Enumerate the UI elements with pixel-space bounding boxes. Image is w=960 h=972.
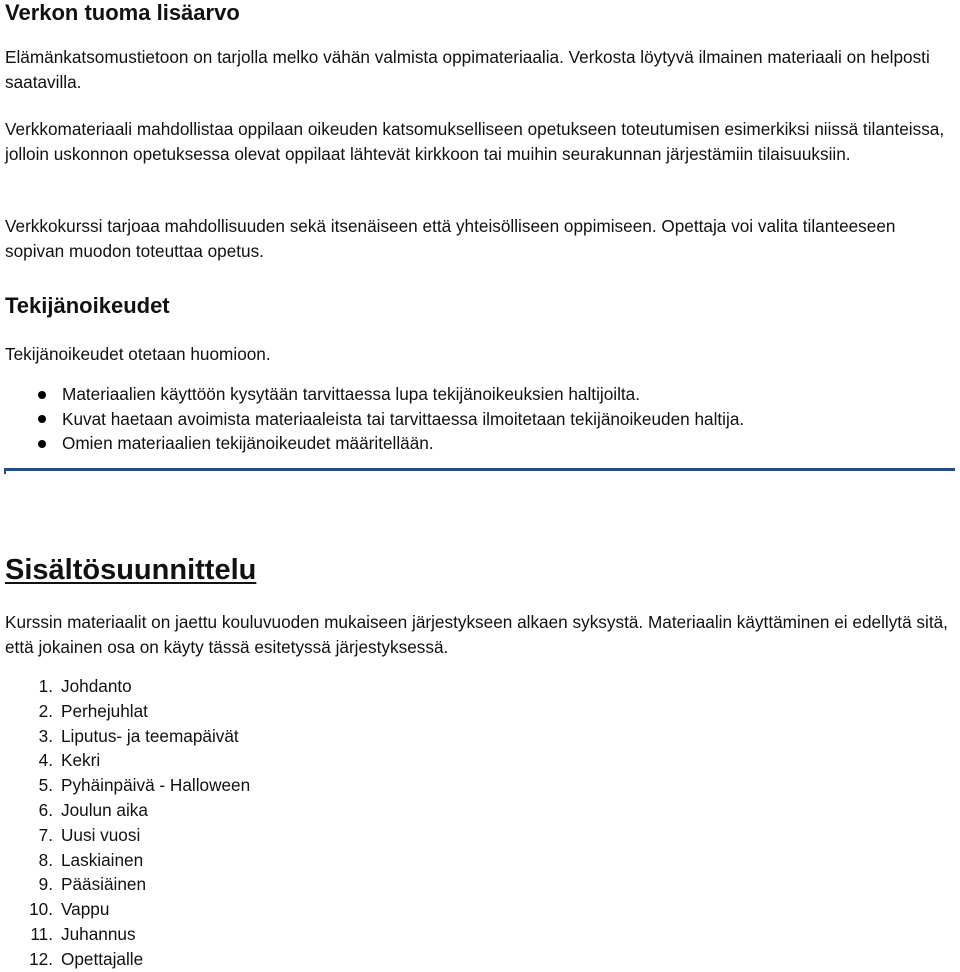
list-item: [0, 848, 250, 873]
list-item-number: 7.: [38, 824, 53, 845]
list-item-text: Kuvat haetaan avoimista materiaaleista tai tarvittaessa ilmoitetaan tekijänoikeuden haltija.: [62, 408, 745, 429]
list-item: [0, 724, 250, 749]
list-item: [0, 947, 250, 972]
list-item-text: Pääsiäinen: [61, 874, 147, 895]
list-item: [0, 382, 744, 407]
list-item-text: Pyhäinpäivä - Halloween: [61, 775, 251, 796]
content-numbered-list: [0, 674, 250, 972]
list-item-text: Uusi vuosi: [61, 824, 141, 845]
paragraph-network-value-1: Elämänkatsomustietoon on tarjolla melko vähän valmista oppimateriaalia. Verkosta löytyvä ilmainen materiaali on helposti saatavilla.: [5, 47, 930, 92]
list-item: [0, 823, 250, 848]
list-item-text: Perhejuhlat: [61, 700, 148, 721]
section-divider: [5, 468, 955, 471]
list-item: [0, 674, 250, 699]
paragraph-network-value-3: Verkkokurssi tarjoaa mahdollisuuden sekä itsenäiseen että yhteisölliseen oppimiseen. Opettaja voi valita tilanteeseen sopivan muodon toteuttaa opetus.: [5, 216, 896, 261]
list-item-text: Vappu: [61, 899, 110, 920]
list-item-text: Johdanto: [61, 676, 132, 696]
list-item-text: Joulun aika: [61, 799, 148, 820]
list-item: [0, 798, 250, 823]
list-item: [0, 699, 250, 724]
paragraph-network-value-2: Verkkomateriaali mahdollistaa oppilaan oikeuden katsomukselliseen opetukseen toteutumisen esimerkiksi niissä tilanteissa, jolloin uskonnon opetuksessa olevat oppilaat lähtevät kirkkoon tai muihin seurakunnan järjestämiin tilaisuuksiin.: [5, 119, 945, 164]
bullet-dot-icon: [38, 391, 46, 399]
list-item: [0, 431, 744, 456]
list-item-text: Materiaalien käyttöön kysytään tarvittaessa lupa tekijänoikeuksien haltijoilta.: [62, 384, 641, 404]
list-item-text: Juhannus: [61, 923, 136, 944]
list-item-number: 3.: [38, 725, 53, 746]
heading-network-value: Verkon tuoma lisäarvo: [5, 0, 240, 25]
list-item-text: Laskiainen: [61, 849, 144, 870]
list-item: [0, 922, 250, 947]
list-item: [0, 773, 250, 798]
list-item-number: 10.: [29, 899, 53, 920]
list-item-text: Liputus- ja teemapäivät: [61, 725, 239, 746]
list-item-number: 5.: [38, 775, 53, 796]
list-item-number: 2.: [38, 700, 53, 721]
copyright-bullet-list: [0, 382, 744, 456]
list-item-text: Kekri: [61, 750, 101, 771]
list-item: [0, 407, 744, 432]
list-item-text: Opettajalle: [61, 948, 144, 969]
list-item-text: Omien materiaalien tekijänoikeudet määritellään.: [62, 433, 434, 453]
paragraph-copyright-intro: Tekijänoikeudet otetaan huomioon.: [5, 344, 271, 364]
list-item: [0, 872, 250, 897]
list-item-number: 6.: [38, 799, 53, 820]
bullet-dot-icon: [38, 440, 46, 448]
list-item-number: 9.: [38, 874, 53, 895]
bullet-dot-icon: [38, 415, 46, 423]
paragraph-content-planning: Kurssin materiaalit on jaettu kouluvuoden mukaiseen järjestykseen alkaen syksystä. Materiaalin käyttäminen ei edellytä sitä, että jokainen osa on käyty tässä esitetyssä järjestyksessä.: [5, 612, 948, 657]
list-item-number: 4.: [38, 750, 53, 771]
list-item: [0, 748, 250, 773]
section-divider-cap: [4, 468, 6, 474]
heading-content-planning: Sisältösuunnittelu: [5, 554, 257, 586]
list-item-number: 11.: [30, 923, 53, 944]
heading-copyright: Tekijänoikeudet: [5, 293, 170, 318]
list-item-number: 1.: [38, 676, 53, 696]
list-item: [0, 897, 250, 922]
list-item-number: 8.: [38, 849, 53, 870]
list-item-number: 12.: [29, 948, 53, 969]
